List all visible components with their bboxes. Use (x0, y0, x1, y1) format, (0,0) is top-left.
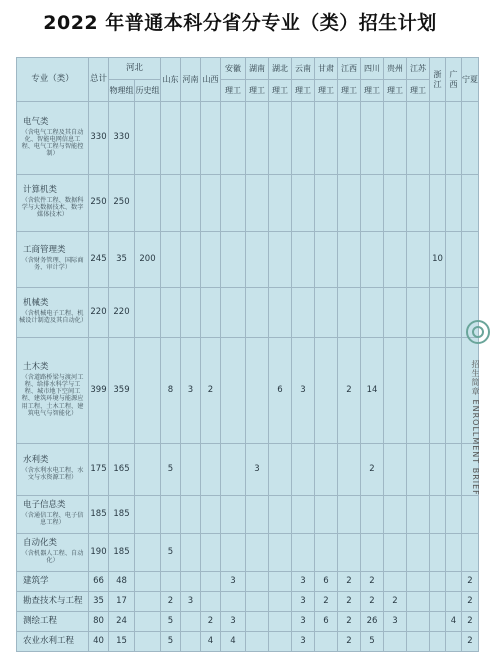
province-cell (430, 496, 446, 534)
province-cell: 5 (361, 632, 384, 652)
total-cell: 220 (89, 288, 109, 338)
province-cell (446, 102, 462, 175)
province-cell: 4 (201, 632, 221, 652)
province-cell (246, 534, 269, 572)
province-cell (246, 232, 269, 288)
province-cell (361, 534, 384, 572)
province-cell (201, 534, 221, 572)
province-cell (201, 288, 221, 338)
province-cell: 2 (338, 612, 361, 632)
province-cell: 3 (292, 612, 315, 632)
hebei-physics-cell: 165 (109, 444, 135, 496)
school-logo-icon (466, 320, 490, 344)
province-cell (221, 496, 246, 534)
side-decoration (464, 320, 492, 650)
header-hebei-sub: 历史组 (135, 80, 161, 102)
province-cell (338, 496, 361, 534)
province-cell (269, 288, 292, 338)
major-name: 勘查技术与工程 (23, 595, 83, 606)
header-province: 安徽 (221, 58, 246, 80)
province-cell (338, 232, 361, 288)
total-cell: 190 (89, 534, 109, 572)
province-cell (161, 288, 181, 338)
province-cell (269, 612, 292, 632)
major-name: 建筑学 (23, 575, 49, 586)
province-cell (446, 232, 462, 288)
province-cell: 3 (292, 632, 315, 652)
hebei-history-cell (135, 338, 161, 444)
province-cell (221, 444, 246, 496)
province-cell (201, 496, 221, 534)
province-cell (201, 175, 221, 232)
major-note: （含水利水电工程、水文与水资源工程） (21, 467, 84, 482)
hebei-physics-cell: 185 (109, 496, 135, 534)
province-cell (269, 632, 292, 652)
header-province: 宁夏 (462, 58, 479, 102)
hebei-history-cell (135, 534, 161, 572)
province-cell: 2 (201, 338, 221, 444)
province-cell (338, 534, 361, 572)
hebei-physics-cell: 250 (109, 175, 135, 232)
total-cell: 35 (89, 592, 109, 612)
province-cell (315, 444, 338, 496)
province-cell (407, 592, 430, 612)
province-cell (384, 496, 407, 534)
province-cell (446, 288, 462, 338)
province-cell (338, 444, 361, 496)
major-name: 工商管理类 (23, 245, 66, 256)
province-cell (361, 175, 384, 232)
province-cell (407, 288, 430, 338)
province-cell (161, 232, 181, 288)
province-cell (407, 572, 430, 592)
hebei-physics-cell: 185 (109, 534, 135, 572)
province-cell: 3 (292, 592, 315, 612)
header-province-sub: 理工 (361, 80, 384, 102)
province-cell (201, 232, 221, 288)
province-cell (315, 496, 338, 534)
major-name: 电气类 (23, 116, 49, 127)
header-major: 专业（类） (17, 58, 89, 102)
major-name: 电子信息类 (23, 500, 66, 511)
province-cell (201, 102, 221, 175)
province-cell: 2 (462, 592, 479, 612)
table-row (17, 534, 479, 572)
province-cell (430, 572, 446, 592)
province-cell: 2 (338, 632, 361, 652)
province-cell (361, 102, 384, 175)
header-province: 江西 (338, 58, 361, 80)
hebei-history-cell (135, 175, 161, 232)
province-cell (430, 288, 446, 338)
province-cell (407, 496, 430, 534)
province-cell (161, 102, 181, 175)
major-note: （含机械电子工程、机械设计制造及其自动化） (19, 310, 88, 325)
hebei-history-cell (135, 288, 161, 338)
province-cell (181, 534, 201, 572)
province-cell (221, 534, 246, 572)
header-province: 贵州 (384, 58, 407, 80)
header-province: 四川 (361, 58, 384, 80)
province-cell (246, 288, 269, 338)
header-province-sub: 理工 (221, 80, 246, 102)
major-cell (17, 632, 89, 652)
province-cell: 2 (161, 592, 181, 612)
province-cell (221, 175, 246, 232)
header-province: 云南 (292, 58, 315, 80)
province-cell (430, 102, 446, 175)
province-cell (430, 612, 446, 632)
hebei-physics-cell: 15 (109, 632, 135, 652)
province-cell (269, 444, 292, 496)
table-row (17, 592, 479, 612)
province-cell: 6 (269, 338, 292, 444)
province-cell (269, 496, 292, 534)
total-cell: 175 (89, 444, 109, 496)
table-row (17, 232, 479, 288)
province-cell: 2 (384, 592, 407, 612)
header-hebei-sub: 物理组 (109, 80, 135, 102)
table-row (17, 288, 479, 338)
hebei-physics-cell: 220 (109, 288, 135, 338)
province-cell: 14 (361, 338, 384, 444)
hebei-history-cell (135, 632, 161, 652)
major-name: 水利类 (23, 455, 49, 466)
province-cell (246, 632, 269, 652)
province-cell (181, 444, 201, 496)
province-cell: 3 (292, 338, 315, 444)
hebei-history-cell (135, 612, 161, 632)
province-cell (338, 288, 361, 338)
province-cell (246, 102, 269, 175)
header-province-sub: 理工 (292, 80, 315, 102)
province-cell (246, 572, 269, 592)
province-cell: 8 (161, 338, 181, 444)
province-cell (407, 534, 430, 572)
total-cell: 40 (89, 632, 109, 652)
province-cell (462, 175, 479, 232)
province-cell: 3 (181, 338, 201, 444)
province-cell (161, 496, 181, 534)
side-caption: 招生简章 ENROLLMENT BRIEF (471, 360, 480, 496)
table-row (17, 175, 479, 232)
province-cell (315, 102, 338, 175)
province-cell (384, 288, 407, 338)
province-cell: 4 (221, 632, 246, 652)
province-cell (407, 175, 430, 232)
major-cell (17, 338, 89, 444)
province-cell (181, 232, 201, 288)
province-cell (246, 496, 269, 534)
province-cell (361, 288, 384, 338)
hebei-history-cell: 200 (135, 232, 161, 288)
province-cell (246, 612, 269, 632)
header-province: 湖南 (246, 58, 269, 80)
major-note: （含机器人工程、自动化） (21, 550, 84, 565)
province-cell (221, 592, 246, 612)
province-cell (315, 338, 338, 444)
province-cell (384, 102, 407, 175)
hebei-physics-cell: 35 (109, 232, 135, 288)
province-cell (384, 572, 407, 592)
total-cell: 245 (89, 232, 109, 288)
province-cell (430, 592, 446, 612)
province-cell (407, 444, 430, 496)
province-cell (221, 288, 246, 338)
major-note: （含软件工程、数据科学与大数据技术、数字媒体技术） (21, 197, 84, 219)
province-cell (246, 592, 269, 612)
province-cell (181, 632, 201, 652)
province-cell (246, 175, 269, 232)
province-cell (384, 534, 407, 572)
province-cell (269, 232, 292, 288)
province-cell (407, 338, 430, 444)
hebei-physics-cell: 48 (109, 572, 135, 592)
province-cell (221, 102, 246, 175)
province-cell (315, 288, 338, 338)
major-cell (17, 175, 89, 232)
province-cell (292, 232, 315, 288)
province-cell: 2 (462, 572, 479, 592)
province-cell (292, 175, 315, 232)
province-cell: 3 (181, 592, 201, 612)
hebei-physics-cell: 24 (109, 612, 135, 632)
major-name: 土木类 (23, 362, 49, 373)
province-cell (292, 496, 315, 534)
header-province-sub: 理工 (407, 80, 430, 102)
total-cell: 66 (89, 572, 109, 592)
province-cell (446, 534, 462, 572)
total-cell: 250 (89, 175, 109, 232)
province-cell: 3 (221, 612, 246, 632)
province-cell: 3 (246, 444, 269, 496)
province-cell: 26 (361, 612, 384, 632)
province-cell (338, 175, 361, 232)
hebei-history-cell (135, 592, 161, 612)
province-cell (269, 102, 292, 175)
province-cell (407, 232, 430, 288)
province-cell (161, 175, 181, 232)
province-cell (292, 534, 315, 572)
hebei-physics-cell: 17 (109, 592, 135, 612)
province-cell: 5 (161, 534, 181, 572)
province-cell: 3 (384, 612, 407, 632)
header-province: 甘肃 (315, 58, 338, 80)
province-cell (462, 102, 479, 175)
province-cell: 6 (315, 572, 338, 592)
major-name: 自动化类 (23, 538, 58, 549)
province-cell: 2 (338, 572, 361, 592)
province-cell (221, 338, 246, 444)
major-cell (17, 592, 89, 612)
province-cell: 4 (446, 612, 462, 632)
major-name: 测绘工程 (23, 615, 58, 626)
province-cell (161, 572, 181, 592)
province-cell: 5 (161, 632, 181, 652)
province-cell (315, 175, 338, 232)
header-province: 山东 (161, 58, 181, 102)
header-province: 山西 (201, 58, 221, 102)
province-cell (181, 102, 201, 175)
province-cell (446, 592, 462, 612)
province-cell (361, 496, 384, 534)
province-cell (181, 612, 201, 632)
total-cell: 399 (89, 338, 109, 444)
major-name: 计算机类 (23, 185, 58, 196)
header-hebei: 河北 (109, 58, 161, 80)
header-province: 湖北 (269, 58, 292, 80)
province-cell (315, 232, 338, 288)
province-cell: 6 (315, 612, 338, 632)
province-cell (384, 632, 407, 652)
province-cell (201, 572, 221, 592)
province-cell (430, 175, 446, 232)
province-cell: 2 (361, 572, 384, 592)
major-note: （含道路桥梁与渡河工程、给排水科学与工程、城市地下空间工程、建筑环境与能源应用工程、土木工程、建筑电气与智能化） (21, 374, 84, 417)
province-cell (246, 338, 269, 444)
province-cell: 2 (338, 338, 361, 444)
province-cell (315, 534, 338, 572)
province-cell: 2 (462, 612, 479, 632)
hebei-history-cell (135, 444, 161, 496)
province-cell (384, 175, 407, 232)
hebei-physics-cell: 359 (109, 338, 135, 444)
major-cell (17, 534, 89, 572)
page-title: 2022 年普通本科分省分专业（类）招生计划 (43, 12, 437, 34)
province-cell (446, 338, 462, 444)
hebei-history-cell (135, 572, 161, 592)
table-row (17, 102, 479, 175)
province-cell (269, 572, 292, 592)
province-cell (430, 534, 446, 572)
province-cell (384, 444, 407, 496)
table-row (17, 338, 479, 444)
province-cell: 2 (462, 632, 479, 652)
province-cell (446, 632, 462, 652)
table-row (17, 632, 479, 652)
header-province: 浙江 (430, 58, 446, 102)
province-cell (446, 444, 462, 496)
province-cell (384, 338, 407, 444)
province-cell (407, 632, 430, 652)
province-cell: 5 (161, 612, 181, 632)
province-cell (462, 232, 479, 288)
province-cell (181, 496, 201, 534)
province-cell: 5 (161, 444, 181, 496)
major-name: 机械类 (23, 298, 49, 309)
province-cell (430, 444, 446, 496)
province-cell (292, 102, 315, 175)
province-cell (430, 338, 446, 444)
province-cell: 3 (292, 572, 315, 592)
header-province-sub: 理工 (384, 80, 407, 102)
province-cell (269, 534, 292, 572)
province-cell (181, 175, 201, 232)
total-cell: 185 (89, 496, 109, 534)
major-cell (17, 496, 89, 534)
header-province: 江苏 (407, 58, 430, 80)
province-cell: 2 (201, 612, 221, 632)
province-cell (407, 102, 430, 175)
header-province: 广西 (446, 58, 462, 102)
major-cell (17, 444, 89, 496)
province-cell (446, 572, 462, 592)
province-cell (292, 444, 315, 496)
province-cell: 3 (221, 572, 246, 592)
table-row (17, 444, 479, 496)
province-cell (269, 175, 292, 232)
province-cell (201, 592, 221, 612)
province-cell (446, 496, 462, 534)
hebei-history-cell (135, 496, 161, 534)
major-cell (17, 572, 89, 592)
header-province-sub: 理工 (269, 80, 292, 102)
header-province-sub: 理工 (246, 80, 269, 102)
province-cell (430, 632, 446, 652)
major-note: （含电气工程及其自动化、智能电网信息工程、电气工程与智能控制） (21, 128, 84, 157)
province-cell (338, 102, 361, 175)
province-cell: 2 (338, 592, 361, 612)
header-province-sub: 理工 (338, 80, 361, 102)
province-cell (181, 572, 201, 592)
province-cell: 2 (361, 592, 384, 612)
table-row (17, 612, 479, 632)
major-cell (17, 102, 89, 175)
province-cell (181, 288, 201, 338)
total-cell: 330 (89, 102, 109, 175)
province-cell (201, 444, 221, 496)
table-row (17, 572, 479, 592)
province-cell (292, 288, 315, 338)
province-cell (407, 612, 430, 632)
major-note: （含通信工程、电子信息工程） (21, 512, 84, 527)
province-cell (446, 175, 462, 232)
province-cell (221, 232, 246, 288)
province-cell: 2 (315, 592, 338, 612)
province-cell (384, 232, 407, 288)
province-cell: 10 (430, 232, 446, 288)
major-cell (17, 612, 89, 632)
header-total: 总计 (89, 58, 109, 102)
header-province: 河南 (181, 58, 201, 102)
major-cell (17, 232, 89, 288)
major-note: （含财务管理、国际商务、审计学） (21, 257, 84, 272)
province-cell (315, 632, 338, 652)
province-cell (269, 592, 292, 612)
major-name: 农业水利工程 (23, 635, 75, 646)
hebei-physics-cell: 330 (109, 102, 135, 175)
province-cell: 2 (361, 444, 384, 496)
province-cell (361, 232, 384, 288)
hebei-history-cell (135, 102, 161, 175)
table-row (17, 496, 479, 534)
total-cell: 80 (89, 612, 109, 632)
major-cell (17, 288, 89, 338)
header-province-sub: 理工 (315, 80, 338, 102)
